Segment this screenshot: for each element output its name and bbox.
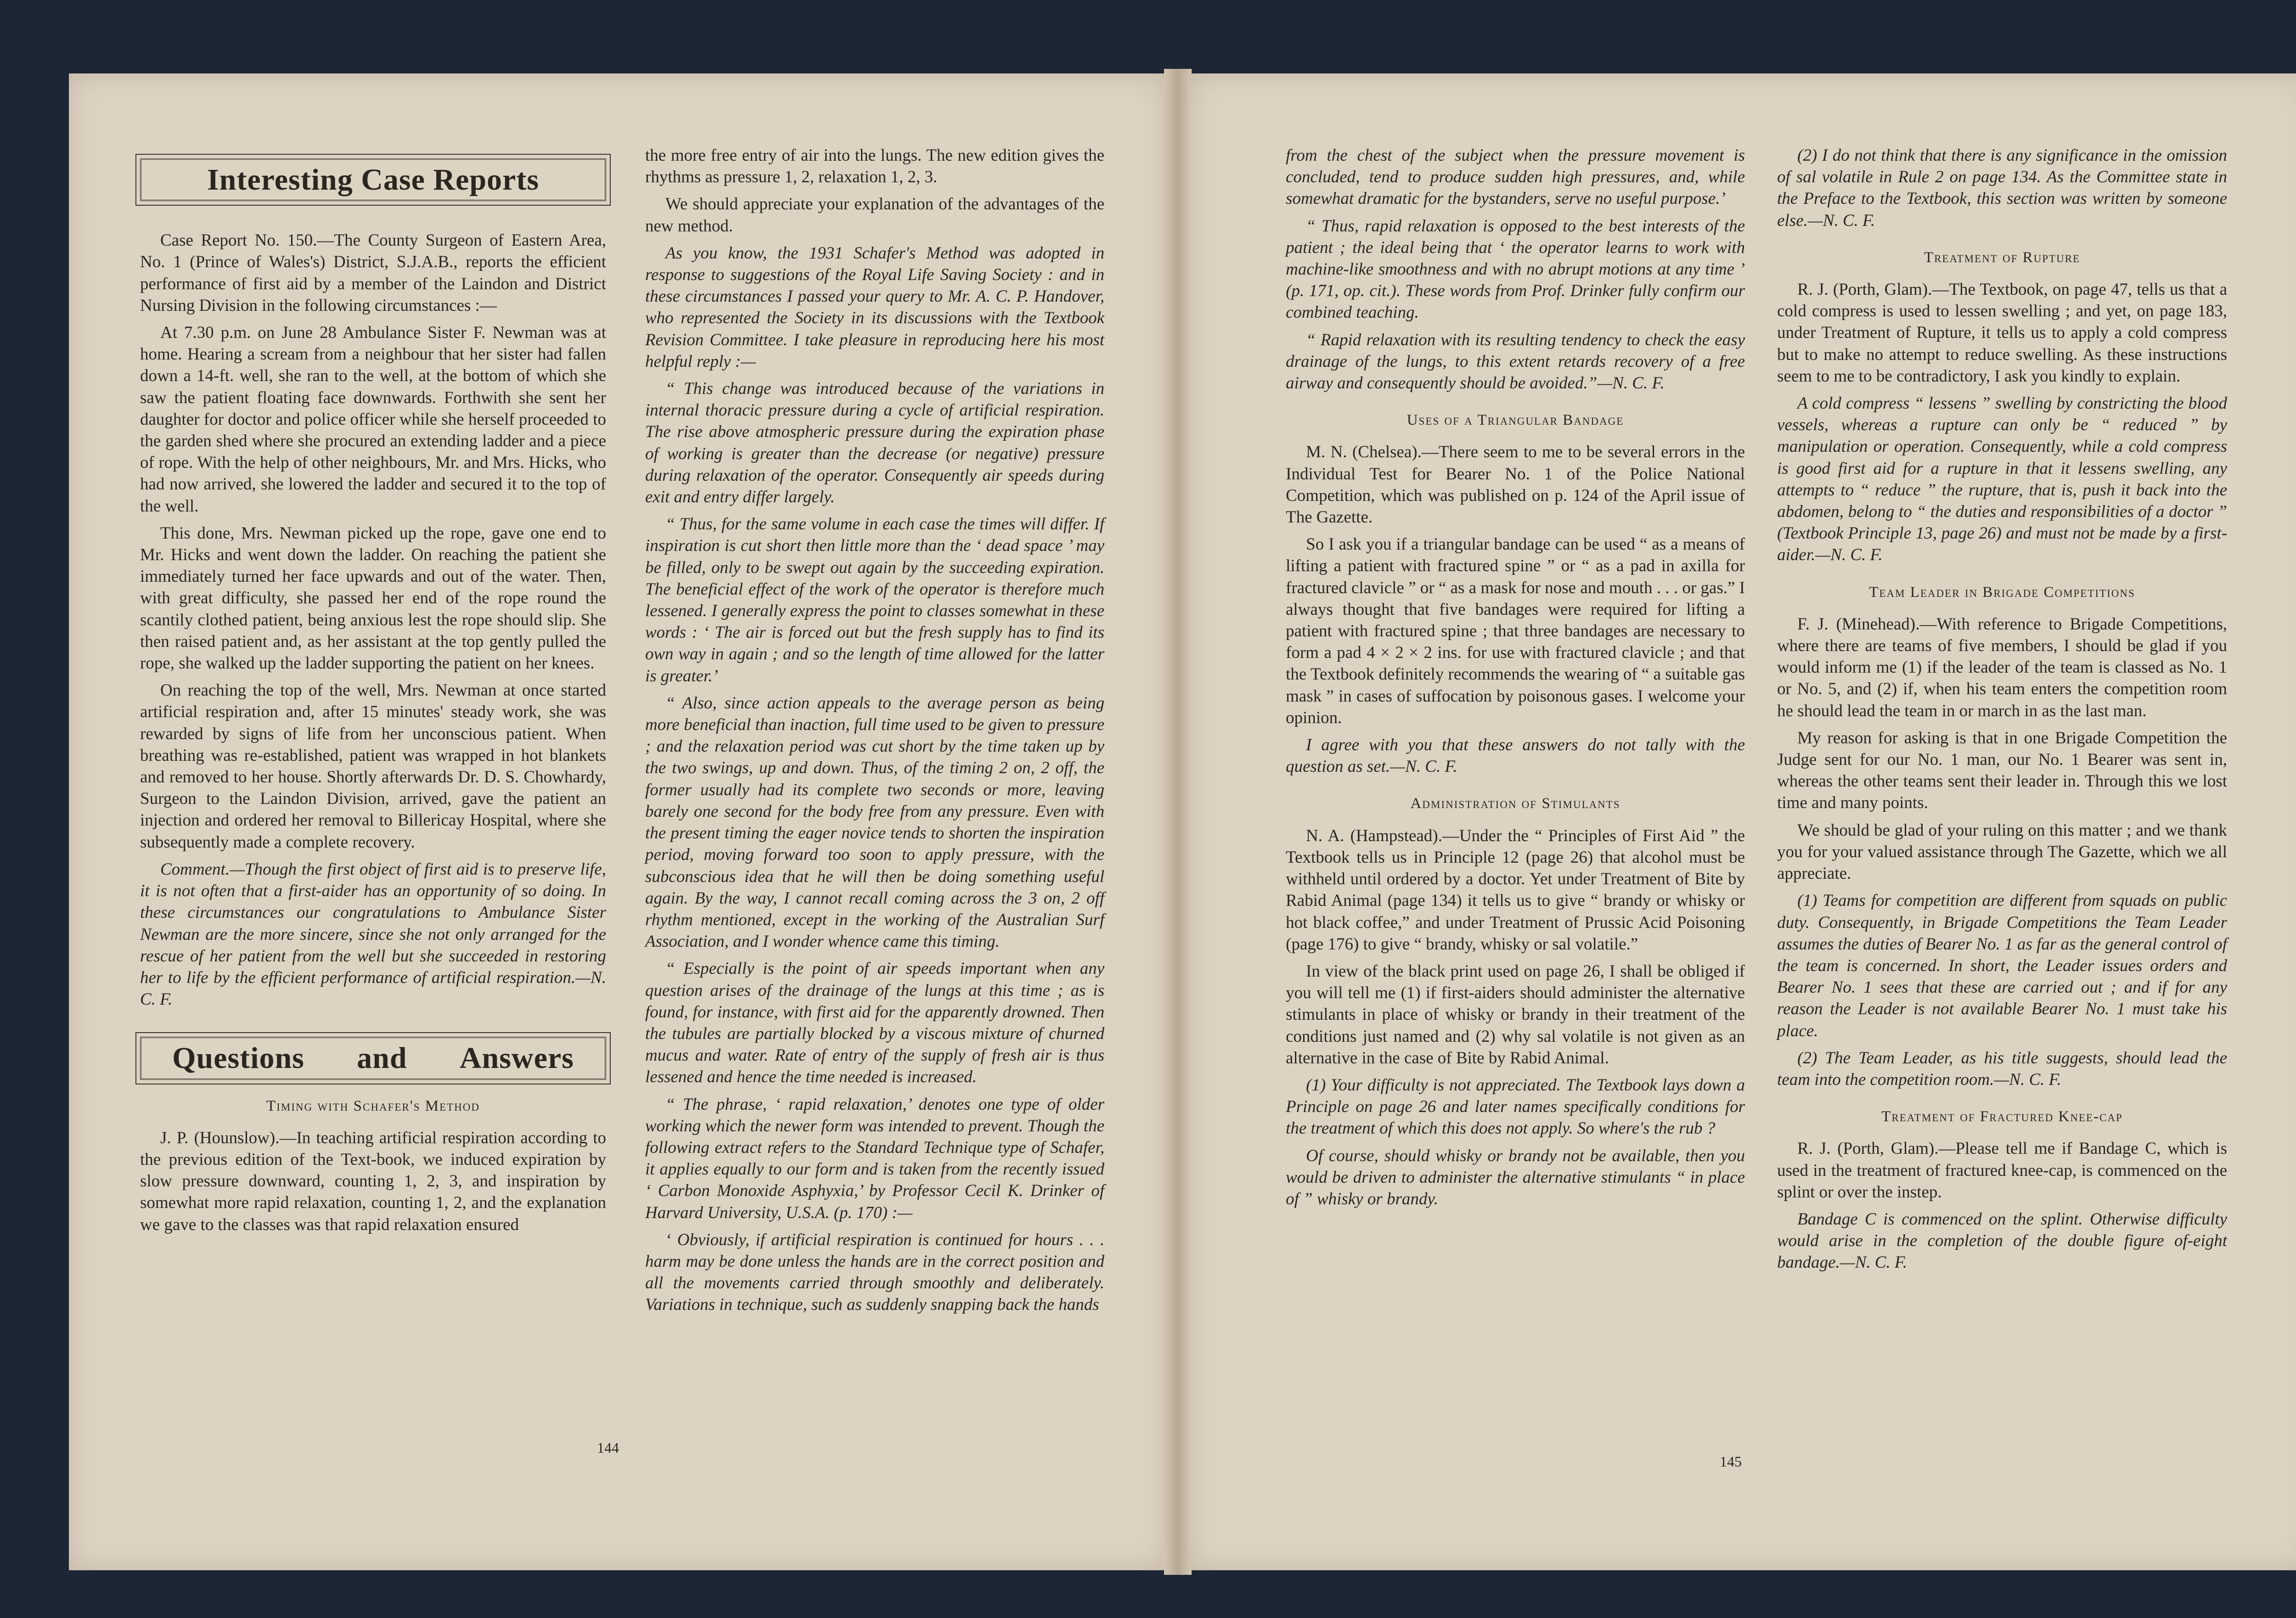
answer-paragraph: Of course, should whisky or brandy not be available, then you would be driven to administer the alternative stimulants “ in place of ” whisky or brandy. — [1286, 1146, 1745, 1208]
question-paragraph: My reason for asking is that in one Brigade Competition the Judge sent for our No. 1 man, our No. 1 Bearer was sent in, whereas the other teams sent their leader in. Through this we lost time and many points. — [1777, 728, 2227, 813]
question-paragraph: M. N. (Chelsea).—There seem to me to be several errors in the Individual Test for Bearer No. 1 of the Police National Competition, which was published on p. 124 of the April issue of The Gazette. — [1286, 443, 1745, 527]
answer-paragraph: Bandage C is commenced on the splint. Otherwise difficulty would arise in the completion of the double figure of-eight bandage.—N. C. F. — [1777, 1209, 2227, 1272]
gutter — [1164, 69, 1192, 1575]
answer-paragraph: “ The phrase, ‘ rapid relaxation,’ denotes one type of older working which the newer form was intended to prevent. Though the following extract refers to the Standard Technique type of Schafer, it applies equally to our form and is taken from the recently issued ‘ Carbon Monoxide Asphyxia,’ by Professor Cecil K. Drinker of Harvard University, U.S.A. (p. 170) :— — [645, 1095, 1104, 1222]
question-paragraph: So I ask you if a triangular bandage can be used “ as a means of lifting a patient with fractured spine ” or “ as a pad in axilla for fractured clavicle ” or “ as a mask for nose and mouth . . . or gas.” I always thought that five bandages were required for lifting a patient with fractured spine ; that three bandages are necessary to form a pad 4 × 2 × 2 ins. for use with fractured clavicle ; and that the Textbook definitely recommends the wearing of “ a suitable gas mask ” in cases of suffocation by poisonous gases. I welcome your opinion. — [1286, 535, 1745, 727]
answer-paragraph: I agree with you that these answers do not tally with the question as set.—N. C. F. — [1286, 736, 1745, 776]
case-report-paragraph: On reaching the top of the well, Mrs. Newman at once started artificial respiration and, after 15 minutes' steady work, she was rewarded by signs of life from her unconscious patient. When breathing was re-established, patient was wrapped in hot blankets and removed to her house. Shortly afterwards Dr. D. S. Chowhardy, Surgeon to the Laindon Division, arrived, gave the patient an injection and ordered her removal to Billericay Hospital, where she subsequently made a complete recovery. — [140, 681, 606, 852]
subhead-rupture: Treatment of Rupture — [1924, 249, 2081, 266]
case-report-paragraph: This done, Mrs. Newman picked up the rope, gave one end to Mr. Hicks and went down the ladder. On reaching the patient she immediately turned her face upwards and out of the water. Then, with great difficulty, she passed her end of the rope round the scantily clothed patient, being anxious lest the rope should slip. She then raised patient and, as her assistant at the top gently pulled the rope, she walked up the ladder supporting the patient on her knees. — [140, 523, 606, 673]
timing-paragraph: J. P. (Hounslow).—In teaching artificial respiration according to the previous edition of the Text-book, we induced expiration by slow pressure downward, counting 1, 2, 3, and inspiration by somewhat more rapid relaxation, counting 1, 2, and the explanation we gave to the classes was that rapid relaxation ensured — [140, 1128, 606, 1234]
answer-paragraph: ‘ Obviously, if artificial respiration is continued for hours . . . harm may be done unless the hands are in the correct position and all the movements carried through smoothly and deliberately. Variations in technique, such as suddenly snapping back the hands — [645, 1230, 1104, 1315]
answer-paragraph: “ Thus, rapid relaxation is opposed to the best interests of the patient ; the ideal being that ‘ the operator learns to work with machine-like smoothness and with no abrupt motions at any time ’ (p. 171, op. cit.). These words from Prof. Drinker fully confirm our combined teaching. — [1286, 216, 1745, 322]
answer-paragraph: (1) Your difficulty is not appreciated. The Textbook lays down a Principle on page 26 and later names specifically conditions for the treatment of which this does not apply. So where's the rub ? — [1286, 1075, 1745, 1138]
case-report-comment: Comment.—Though the first object of first aid is to preserve life, it is not often that a first-aider has an opportunity of so doing. In these circumstances our congratulations to Ambulance Sister Newman are the more sincere, since she not only arranged for the rescue of her patient from the well but she succeeded in restoring her to life by the efficient performance of artificial respiration.—N. C. F. — [140, 860, 606, 1009]
qa-title-word: Questions — [172, 1041, 304, 1075]
question-paragraph: R. J. (Porth, Glam).—The Textbook, on page 47, tells us that a cold compress is used to lessen swelling ; and yet, on page 183, under Treatment of Rupture, it tells us to apply a cold compress but to make no attempt to reduce swelling. As these instructions seem to me to be contradictory, I ask you kindly to explain. — [1777, 280, 2227, 386]
answer-paragraph: As you know, the 1931 Schafer's Method was adopted in response to suggestions of the Royal Life Saving Society : and in these circumstances I passed your query to Mr. A. C. P. Handover, who represented the Society in its discussions with the Textbook Revision Committee. I take pleasure in reproducing here his most helpful reply :— — [645, 243, 1104, 371]
qa-title-word: and — [357, 1041, 407, 1075]
subhead-bandage: Uses of a Triangular Bandage — [1407, 412, 1624, 429]
case-report-paragraph: Case Report No. 150.—The County Surgeon of Eastern Area, No. 1 (Prince of Wales's) District, S.J.A.B., reports the efficient performance of first aid by a member of the Laindon and District Nursing Division in the following circumstances :— — [140, 231, 606, 315]
question-paragraph: N. A. (Hampstead).—Under the “ Principles of First Aid ” the Textbook tells us in Principle 12 (page 26) that alcohol must be withheld until ordered by a doctor. Yet under Treatment of Bite by Rabid Animal (page 134) it tells us to give “ brandy or whisky or hot black coffee,” and under Treatment of Prussic Acid Poisoning (page 176) to give “ brandy, whisky or sal volatile.” — [1286, 826, 1745, 954]
answer-paragraph: “ This change was introduced because of the variations in internal thoracic pressure during a cycle of artificial respiration. The rise above atmospheric pressure during the expiration phase of working is greater than the decrease (or negative) pressure during relaxation of the operator. Consequently air speeds during exit and entry differ largely. — [645, 379, 1104, 507]
answer-paragraph: (1) Teams for competition are different from squads on public duty. Consequently, in Brigade Competitions the Team Leader assumes the duties of Bearer No. 1 as far as the general control of the team is concerned. In short, the Leader issues orders and Bearer No. 1 sees that these are carried out ; and if for any reason the Leader is not available Bearer No. 1 must take his place. — [1777, 891, 2227, 1040]
left-column-2 — [645, 145, 1104, 1321]
page-number-left: 144 — [597, 1439, 619, 1456]
answer-paragraph: “ Also, since action appeals to the average person as being more beneficial than inaction, full time used to be given to pressure ; and the relaxation period was cut short by the time taken up by the two swings, up and down. Thus, of the timing 2 on, 2 off, the former usually had its complete two seconds or more, leaving barely one second for the body free from any pressure. Even with the present timing the eager novice tends to shorten the inspiration period, moving forward too soon to apply pressure, with the subconscious idea that he will then be doing something useful again. By the way, I cannot recall coming across the 3 on, 2 off rhythm mentioned, except in the working of the Australian Surf Association, and I wonder whence came this timing. — [645, 693, 1104, 951]
subhead-stimulants: Administration of Stimulants — [1410, 795, 1621, 812]
case-report-paragraph: At 7.30 p.m. on June 28 Ambulance Sister F. Newman was at home. Hearing a scream from a neighbour that her sister had fallen down a 14-ft. well, she ran to the well, at the bottom of which she saw the patient floating face downwards. Forthwith she sent her daughter for doctor and police officer while she herself proceeded to the garden shed where she procured an extending ladder and a piece of rope. With the help of other neighbours, Mr. and Mrs. Hicks, who had now arrived, she lowered the ladder and secured it to the top of the well. — [140, 323, 606, 516]
answer-paragraph: the more free entry of air into the lungs. The new edition gives the rhythms as pressure 1, 2, relaxation 1, 2, 3. — [645, 146, 1104, 187]
section-title-questions-answers — [140, 1037, 606, 1079]
answer-paragraph: “ Rapid relaxation with its resulting tendency to check the easy drainage of the lungs, to this extent retards recovery of a free airway and consequently should be avoided.”—N. C. F. — [1286, 330, 1745, 393]
section-title-case-reports: Interesting Case Reports — [140, 158, 606, 201]
subhead-team-leader: Team Leader in Brigade Competitions — [1869, 584, 2135, 601]
qa-title-word: Answers — [459, 1041, 574, 1075]
answer-paragraph: A cold compress “ lessens ” swelling by constricting the blood vessels, whereas a rupture can only be “ reduced ” by manipulation or operation. Consequently, while a cold compress is good first aid for a rupture in that it lessens swelling, any attempts to “ reduce ” the rupture, that is, push it back into the abdomen, belong to “ the duties and responsibilities of a doctor ” (Textbook Principle 13, page 26) and must not be made by a first-aider.—N. C. F. — [1777, 394, 2227, 565]
answer-paragraph: (2) The Team Leader, as his title suggests, should lead the team into the competition room.—N. C. F. — [1777, 1048, 2227, 1089]
right-column-2 — [1777, 145, 2227, 1279]
subhead-knee-cap: Treatment of Fractured Knee-cap — [1881, 1108, 2123, 1125]
question-paragraph: We should be glad of your ruling on this matter ; and we thank you for your valued assistance through The Gazette, which we all appreciate. — [1777, 820, 2227, 883]
page-number-right: 145 — [1720, 1453, 1742, 1470]
right-column-1 — [1286, 145, 1745, 1215]
answer-paragraph: “ Thus, for the same volume in each case the times will differ. If inspiration is cut short then little more than the ‘ dead space ’ may be filled, only to be swept out again by the succeeding expiration. The beneficial effect of the work of the operator is therefore much lessened. I generally express the point to classes somewhat in these words : ‘ The air is forced out but the fresh supply has to find its own way in again ; and so the length of time allowed for the latter is greater.’ — [645, 515, 1104, 685]
question-paragraph: F. J. (Minehead).—With reference to Brigade Competitions, where there are teams of five members, I should be glad if you would inform me (1) if the leader of the team is classed as No. 1 or No. 5, and (2) if, when his team enters the competition room he should lead the team in or march in as the last man. — [1777, 614, 2227, 720]
question-paragraph: In view of the black print used on page 26, I shall be obliged if you will tell me (1) if first-aiders should administer the alternative stimulants in place of whisky or brandy in their treatment of the conditions just named and (2) why sal volatile is not given as an alternative in the case of Bite by Rabid Animal. — [1286, 961, 1745, 1067]
answer-paragraph: from the chest of the subject when the pressure movement is concluded, tend to produce sudden high pressures, and, while somewhat dramatic for the bystanders, serve no useful purpose.’ — [1286, 146, 1745, 208]
answer-paragraph: We should appreciate your explanation of the advantages of the new method. — [645, 195, 1104, 236]
answer-paragraph: (2) I do not think that there is any significance in the omission of sal volatile in Rule 2 on page 134. As the Committee state in the Preface to the Textbook, this section was written by someone else.—N. C. F. — [1777, 146, 2227, 230]
question-paragraph: R. J. (Porth, Glam).—Please tell me if Bandage C, which is used in the treatment of fractured knee-cap, is commenced on the splint or over the instep. — [1777, 1139, 2227, 1202]
left-column-1 — [140, 158, 606, 1241]
subhead-timing: Timing with Schafer's Method — [266, 1097, 480, 1114]
answer-paragraph: “ Especially is the point of air speeds important when any question arises of the drainage of the lungs at this time ; as is found, for instance, with first aid for the apparently drowned. Then the tubules are partially blocked by a viscous mixture of churned mucus and water. Rate of entry of the supply of fresh air is thus lessened and hence the time needed is increased. — [645, 959, 1104, 1087]
